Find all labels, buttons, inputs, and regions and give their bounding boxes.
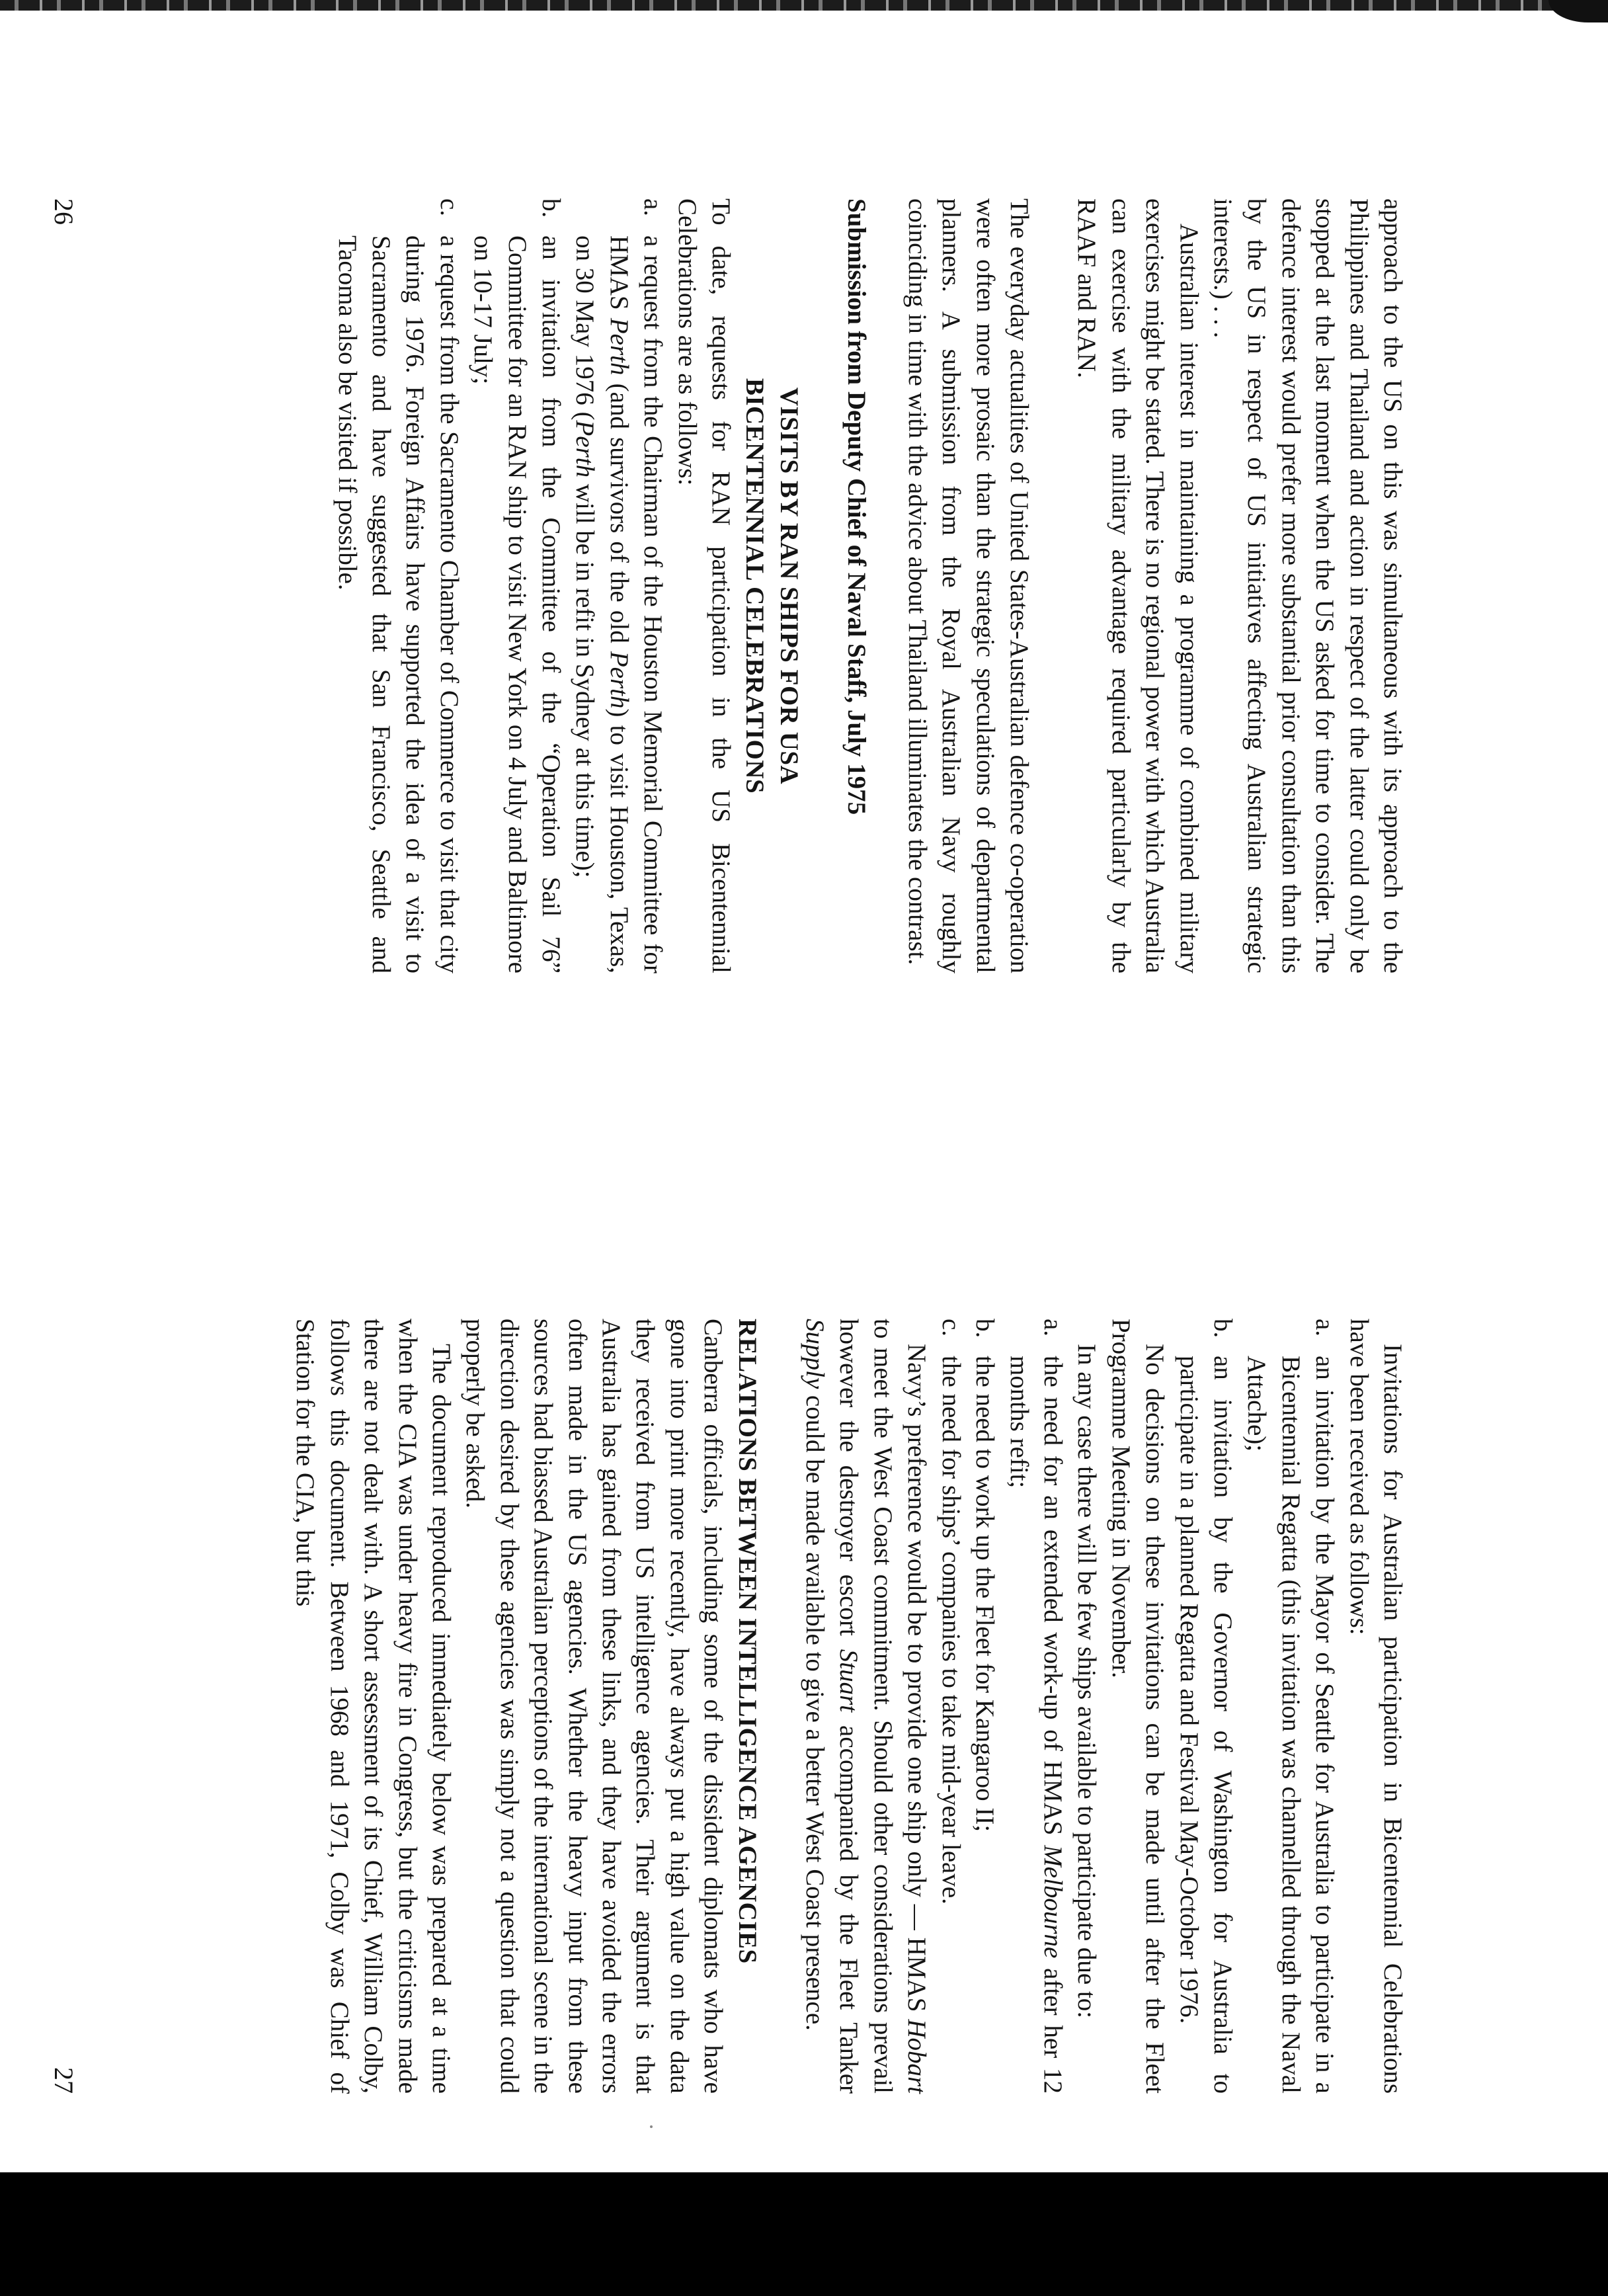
paragraph: In any case there will be few ships available to participate due to: <box>1072 1344 1102 2019</box>
page-26-column <box>330 198 1410 973</box>
list-text: a request from the Sacramento Chamber of Commerce to visit that city during 1976. Foreign Affairs have supported the idea of a visit to Sacramento and have suggested that San Francisco, Seattle and Tacoma also be visited if possible. <box>333 235 463 973</box>
list-item <box>934 1319 967 2094</box>
list-text: after her 12 months refit; <box>1004 1356 1067 2094</box>
paragraph: Invitations for Australian participation in Bicentennial Celebrations have been received as follows: <box>1344 1319 1407 2094</box>
list-item <box>968 1319 1002 2094</box>
list-marker: a. <box>1038 1319 1067 1337</box>
section-heading-line: BICENTENNIAL CELEBRATIONS <box>741 378 770 794</box>
list-text: a request from the Chairman of the Houston Memorial Committee for HMAS <box>604 235 668 973</box>
ship-name: Perth <box>604 317 633 376</box>
list-item <box>1240 1319 1342 2094</box>
list-marker: b. <box>537 198 566 218</box>
list-marker: b. <box>1208 1319 1237 1338</box>
ship-name: Perth <box>604 651 633 709</box>
section-heading <box>738 198 806 973</box>
list-item <box>1002 1319 1070 2094</box>
paragraph: Australian interest in maintaining a programme of combined military exercises might be stated. There is no regional power with which Australia can exercise with the military advantage required particularly by the RAAF and RAN. <box>1072 198 1203 973</box>
list-item <box>330 198 466 973</box>
request-list <box>330 198 670 973</box>
paragraph: No decisions on these invitations can be made until after the Fleet Programme Meeting in November. <box>1106 1319 1170 2094</box>
invitation-list <box>1172 1319 1342 2094</box>
list-marker: c. <box>936 1319 965 1337</box>
page-number: 27 <box>49 2067 79 2094</box>
ship-name: Supply <box>801 1319 830 1389</box>
paragraph: Navy’s preference would be to provide one ship only — HMAS Hobart to meet the West Coast commitment. Should other considerations prevail however the destroyer escort Stuart accompanied by the Fleet Tanker Supply could be made available to give a better West Coast presence. <box>801 1319 932 2094</box>
ship-name: Stuart <box>834 1649 864 1713</box>
ship-name: Hobart <box>903 2019 932 2094</box>
relations-heading: RELATIONS BETWEEN INTELLIGENCE AGENCIES <box>733 1319 762 1964</box>
list-text: an invitation by the Governor of Washington for Australia to participate in a planned Regatta and Festival May-October 1976. <box>1174 1356 1237 2094</box>
list-text: an invitation by the Mayor of Seattle for Australia to participate in a Bicentennial Regatta (this invitation was channelled through the Naval Attache); <box>1242 1356 1340 2094</box>
list-marker: c. <box>434 198 463 217</box>
page-27-column <box>288 1319 1410 2094</box>
paragraph: To date, requests for RAN participation in the US Bicentennial Celebrations are as follows: <box>672 198 736 973</box>
list-text: the need for an extended work-up of HMAS <box>1038 1356 1067 1846</box>
list-marker: a. <box>639 198 668 217</box>
list-marker: b. <box>971 1319 1000 1338</box>
paragraph: approach to the US on this was simultaneous with its approach to the Philippines and Thailand and action in respect of the latter could only be stopped at the last moment when the US asked for time to consider. The defence interest would prefer more substantial prior consultation than this by the US in respect of US initiatives affecting Australian strategic interests.) . . . <box>1208 198 1407 973</box>
list-item <box>466 198 568 973</box>
list-text: an invitation from the Committee of the “Operation Sail 76” Committee for an RAN ship to visit New York on 4 July and Baltimore on 10-17 July; <box>469 235 566 973</box>
page-number: 26 <box>49 198 79 225</box>
reason-list <box>934 1319 1070 2094</box>
section-heading-line: VISITS BY RAN SHIPS FOR USA <box>774 387 803 785</box>
list-text: ) to visit Houston, Texas, on 30 May 1976 ( <box>571 235 633 973</box>
list-text: (and survivors of the old <box>604 375 633 651</box>
list-text: will be in refit in Sydney at this time); <box>571 477 600 878</box>
ship-name: Perth <box>571 420 600 478</box>
submission-heading: Submission from Deputy Chief of Naval Staff, July 1975 <box>842 198 871 815</box>
list-marker: a. <box>1310 1319 1340 1337</box>
paragraph: The everyday actualities of United States-Australian defence co-operation were often more prosaic than the strategic speculations of departmental planners. A submission from the Royal Australian Navy roughly coinciding in time with the advice about Thailand illuminates the contrast. <box>903 198 1033 973</box>
paragraph: The document reproduced immediately below was prepared at a time when the CIA was under heavy fire in Congress, but the criticisms made there are not dealt with. A short assessment of its Chief, William Colby, follows this document. Between 1968 and 1971, Colby was Chief of Station for the CIA, but this <box>291 1319 456 2094</box>
list-text: the need to work up the Fleet for Kangaroo II; <box>971 1356 1000 1832</box>
list-text: the need for ships’ companies to take mid-year leave. <box>936 1356 965 1905</box>
ship-name: Melbourne <box>1038 1845 1067 1959</box>
list-item <box>568 198 670 973</box>
list-item <box>1172 1319 1240 2094</box>
paragraph: Canberra officials, including some of the dissident diplomats who have gone into print more recently, have always put a high value on the data they received from US intelligence agencies. Their argument is that Australia has gained from these links, and they have avoided the errors often made in the US agencies. Whether the heavy input from these sources had biassed Australian perceptions of the international scene in the direction desired by these agencies was simply not a question that could properly be asked. <box>461 1319 728 2094</box>
